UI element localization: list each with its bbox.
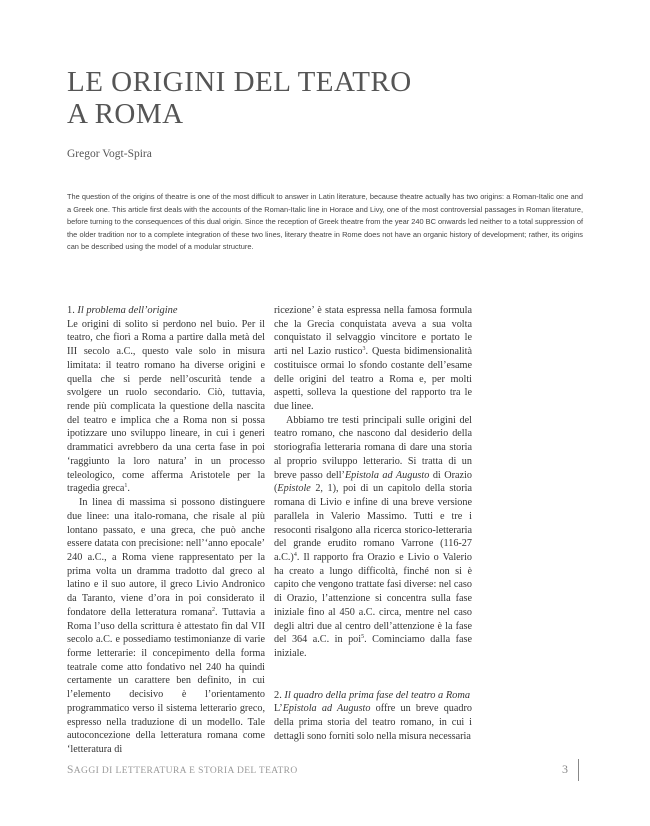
- article-title: [67, 66, 412, 130]
- work-title: Epistola ad Augusto: [344, 469, 430, 481]
- paragraph: Le origini di solito si perdono nel buio. Per il teatro, che fiorì a Roma a partire dalla metà del III secolo a.C., questo vale solo in misura limitata: il teatro romano ha diverse origini e quella che si perde nell’oscurità tende a svolgere un ruolo secondario. Ciò, tuttavia, rende più complicata la questione della nascita del teatro e implica che a Roma non si possa ipotizzare uno sviluppo lineare, in cui i generi drammatici avrebbero da una certa fase in poi ‘raggiunto la loro natura’ in un processo teleologico, come afferma Aristotele per la tragedia greca$^1$.: [67, 318, 265, 495]
- abstract: The question of the origins of theatre is one of the most difficult to answer in Latin literature, because theatre actually has two origins: a Roman-Italic one and a Greek one. This article first deals with the accounts of the Roman-Italic line in Horace and Livy, one of the most controversial passages in Roman literature, before turning to the consequences of this dual origin. Since the reception of Greek theatre from the year 240 BC onwards led neither to a total suppression of the older tradition nor to a complete integration of these two lines, literary theatre in Rome does not have an organic history of development; rather, its origins can be described using the model of a modular structure.: [67, 192, 584, 252]
- footnote-ref-2[interactable]: 2: [211, 606, 215, 613]
- section-2-heading: [274, 689, 472, 703]
- work-title: Epistola ad Augusto: [282, 703, 371, 715]
- footnote-ref-4[interactable]: 4: [293, 551, 297, 558]
- section-2-title: Il quadro della prima fase del teatro a Roma: [284, 689, 471, 701]
- title-line-1: LE ORIGINI DEL TEATRO: [67, 66, 412, 98]
- paragraph-text: Le origini di solito si perdono nel buio. Per il teatro, che fiorì a Roma a partire dalla metà del III secolo a.C., questo vale solo in misura limitata: il teatro romano ha diverse origini e quella che si perde nell’oscurità tende a svolgere un ruolo secondario. Ciò, tuttavia, rende più complicata la questione della nascita del teatro e implica che a Roma non si possa ipotizzare uno sviluppo lineare, in cui i generi drammatici avrebbero da una certa fase in poi ‘raggiunto la loro natura’ in un processo teleologico, come afferma Aristotele per la tragedia greca: [67, 318, 265, 495]
- right-column: [274, 304, 472, 744]
- paragraph-text: ricezione’ è stata espressa nella famosa formula che la Grecia conquistata aveva a sua volta conquistato il selvaggio vincitore e portato le arti nel Lazio rustico: [274, 305, 472, 358]
- work-title: Epistole: [277, 483, 311, 495]
- section-1-number: 1.: [67, 305, 75, 316]
- paragraph-text: Abbiamo tre testi principali sulle origini del teatro romano, che nascono dal desiderio della storiografia letteraria romana di dare una storia al proprio sviluppo letterario. Si tratta di un breve passo dell’: [274, 414, 472, 481]
- running-head-initial: S: [67, 764, 74, 776]
- paragraph-text: . Cominciamo dalla fase iniziale.: [274, 634, 472, 659]
- running-head-text: AGGI DI LETTERATURA E STORIA DEL TEATRO: [73, 766, 298, 776]
- spacer: [274, 661, 472, 689]
- paragraph-text: L’: [274, 703, 283, 715]
- author-name: Gregor Vogt-Spira: [67, 148, 152, 160]
- footnote-ref-1[interactable]: 1: [124, 483, 128, 490]
- paragraph: [274, 304, 472, 414]
- paragraph-text: In linea di massima si possono distinguere due linee: una italo-romana, che risale al più lontano passato, e una greca, che può anche essere datata con precisione: nell’‘anno epocale’ 240 a.C., a Roma viene rappresentato per la prima volta un dramma tradotto dal greco al latino e il suo autore, il greco Livio Andronico da Taranto, viene d’ora in poi considerato il fondatore della letteratura romana: [67, 497, 265, 618]
- paragraph: [274, 702, 472, 743]
- left-column: [67, 304, 265, 757]
- paragraph: [67, 496, 265, 757]
- footnote-ref-5[interactable]: 5: [361, 634, 365, 641]
- paragraph-text: . Tuttavia a Roma l’uso della scrittura è attestato fin dal VII secolo a.C. e possediamo testimonianze di varie forme letterarie: il concepimento della forma teatrale come atto fondativo nel 240 ha quindi certamente un carattere ben definito, in cui l’elemento decisivo è l’orientamento programmatico verso il sistema letterario greco, espresso nella traduzione di un modello. Tale autoconcezione della letteratura romana come ‘letteratura di: [67, 606, 265, 755]
- page-number-rule: [578, 759, 579, 781]
- paragraph-text: 2, 1), poi di un capitolo della storia romana di Livio e infine di una breve versione parallela in Valerio Massimo. Tutti e tre i resoconti risalgono alla ricerca storico-letteraria del grande erudito romano Varrone (116-27 a.C.): [274, 483, 472, 563]
- section-2-number: 2.: [274, 689, 282, 701]
- paragraph: [274, 414, 472, 661]
- footnote-ref-3[interactable]: 3: [362, 346, 366, 353]
- section-1-title: Il problema dell’origine: [77, 305, 178, 316]
- paragraph-text: . Il rapporto fra Orazio e Livio o Valerio ha creato a lungo difficoltà, finché non si è capito che vengono trattate fasi diverse: nel caso di Orazio, l’attenzione si concentra sulla fase iniziale fino al 450 a.C. circa, mentre nel caso degli altri due al centro dell’attenzione è la fase del 364 a.C. in poi: [274, 551, 472, 646]
- page-number: 3: [562, 762, 568, 776]
- paragraph-text: . Questa bidimensionalità costituisce ormai lo sfondo costante dell’esame delle origini del teatro a Roma e, per molti aspetti, solleva la questione del rapporto tra le due linee.: [274, 346, 472, 413]
- paragraph-text: offre un breve quadro della prima storia del teatro romano, in cui i dettagli sono forniti solo nella misura necessaria: [274, 703, 473, 742]
- section-1-heading: [67, 304, 265, 318]
- title-line-2: A ROMA: [67, 98, 184, 130]
- running-head: [67, 764, 298, 776]
- paragraph-text: di Orazio (: [274, 469, 472, 495]
